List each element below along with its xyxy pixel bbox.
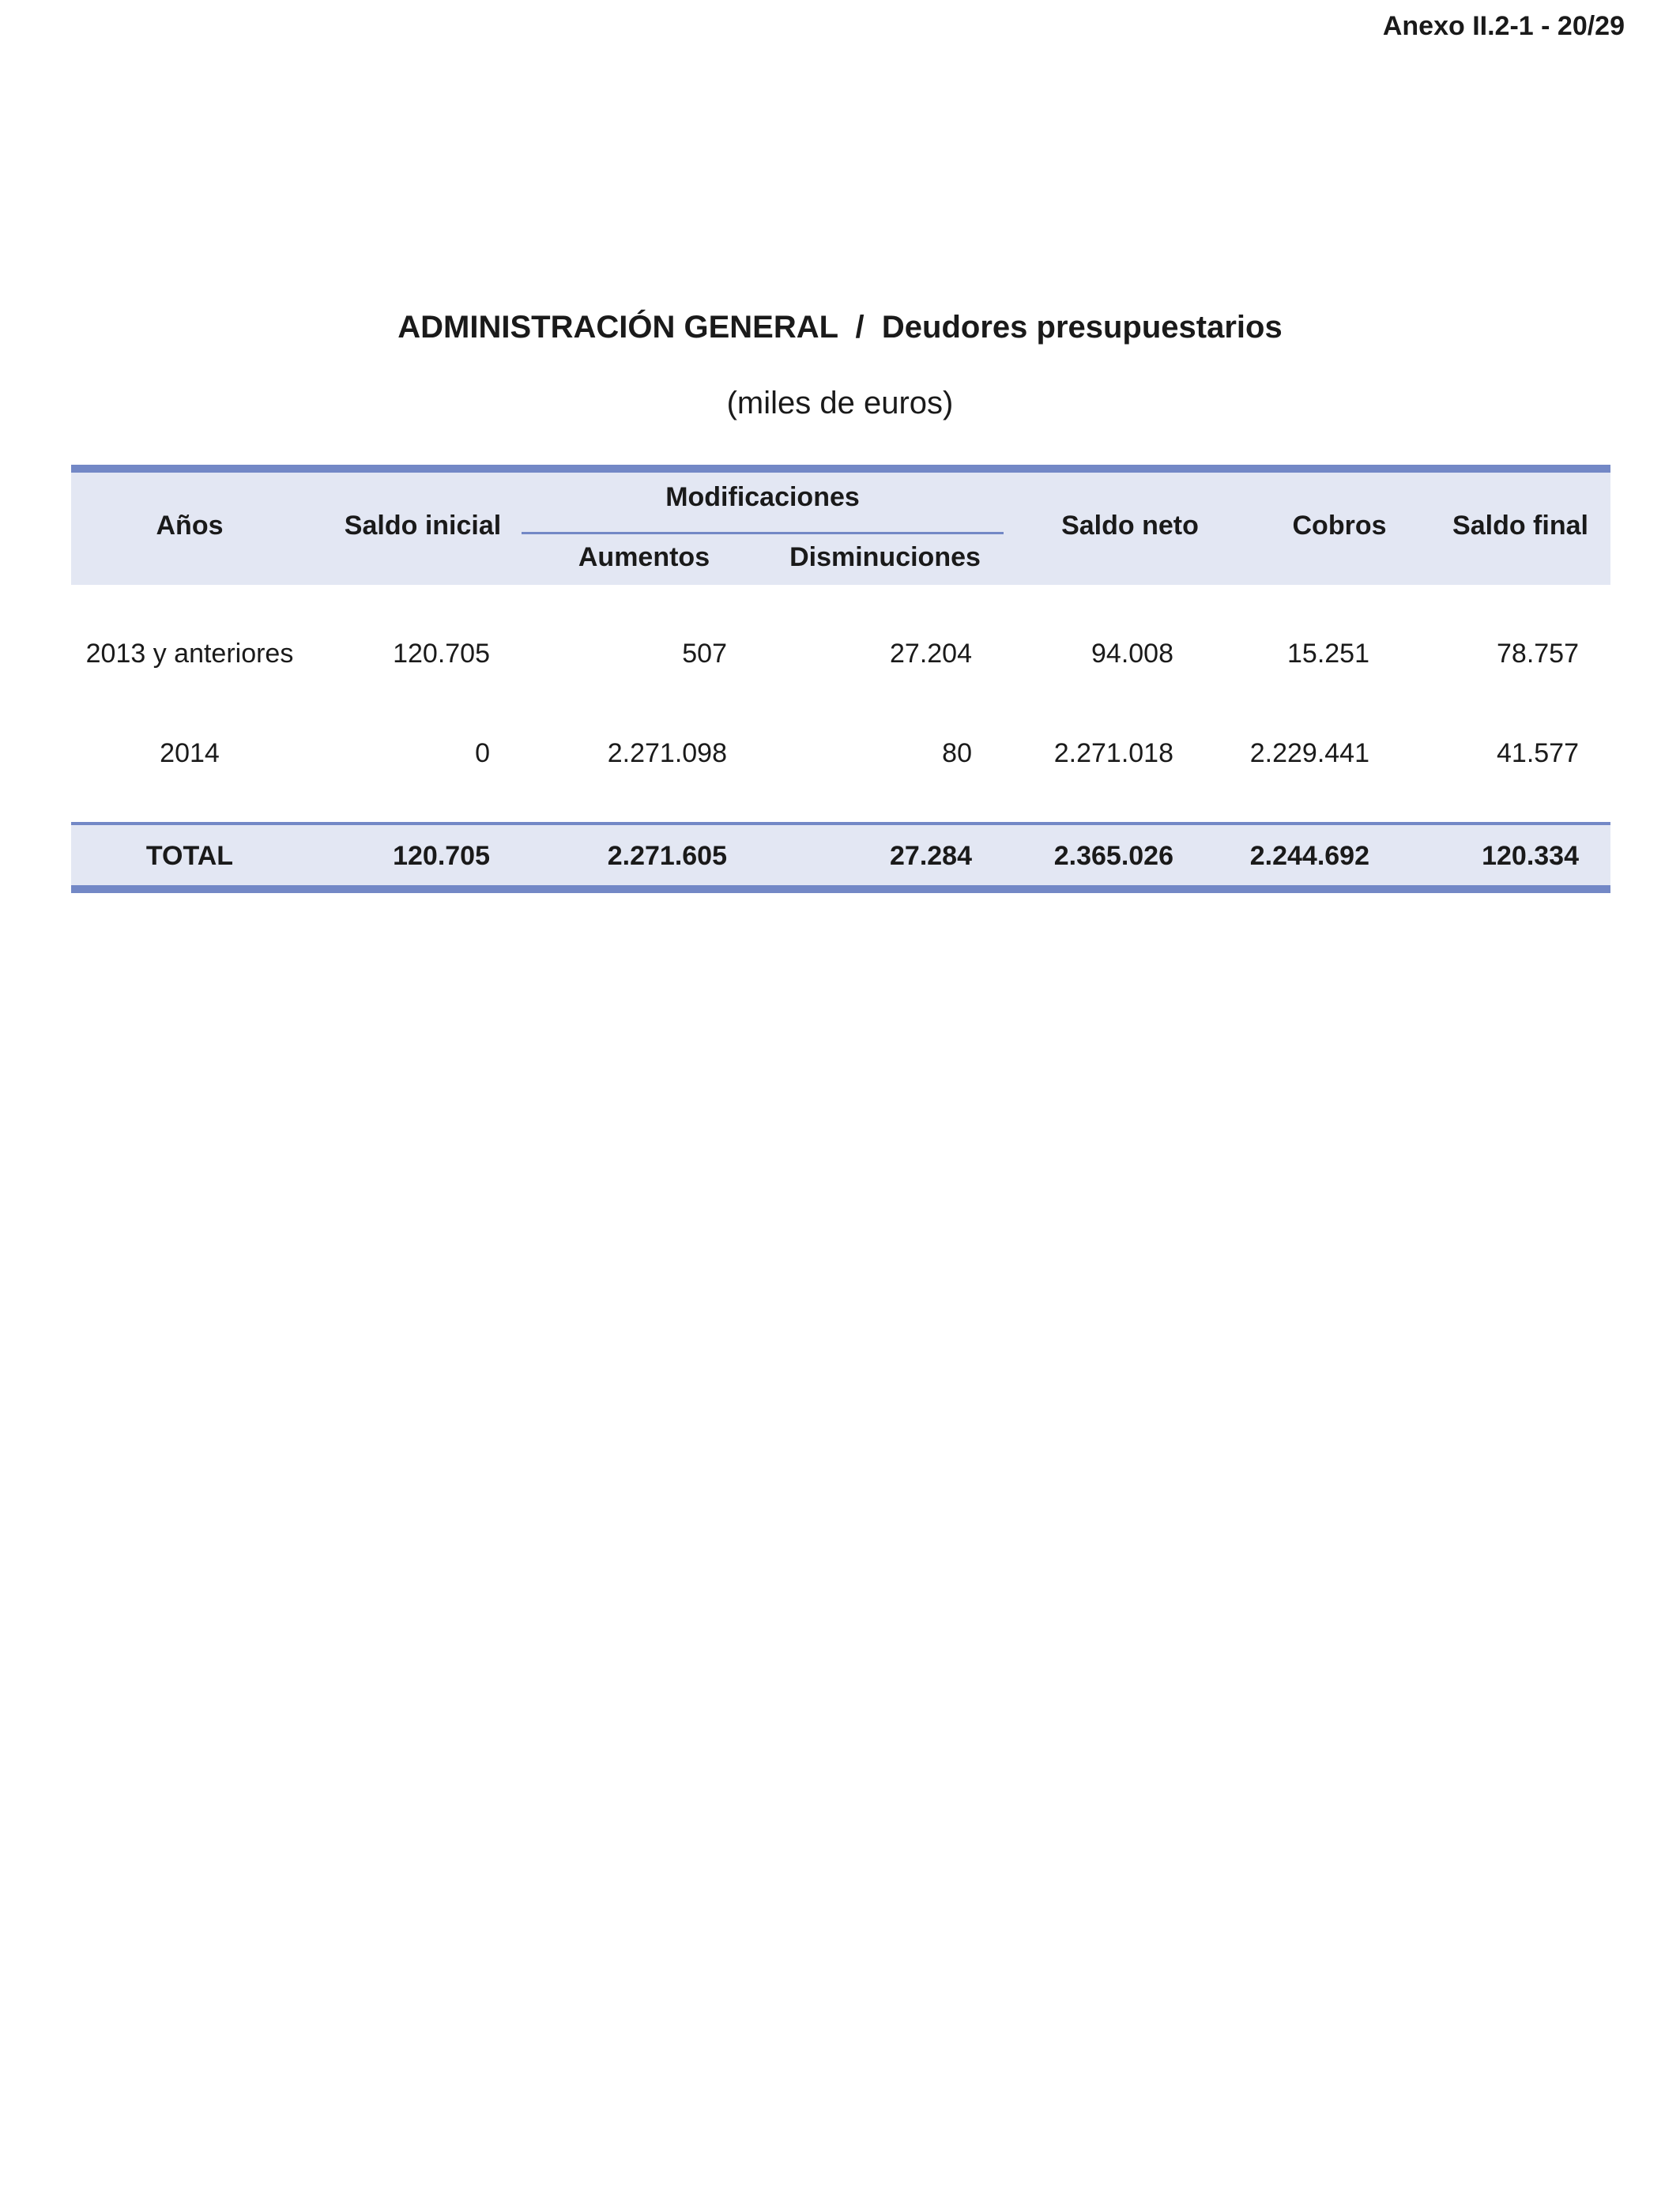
header-anos: Años — [156, 511, 224, 541]
cell-saldo-final: 41.577 — [1497, 738, 1579, 768]
total-saldo-neto: 2.365.026 — [1053, 841, 1173, 871]
cell-saldo-inicial: 0 — [475, 738, 490, 768]
total-disminuciones: 27.284 — [890, 841, 972, 871]
table-row — [71, 707, 1610, 806]
table-row — [71, 607, 1610, 707]
header-saldo-inicial: Saldo inicial — [344, 511, 502, 541]
cell-saldo-neto: 2.271.018 — [1053, 738, 1173, 768]
header-saldo-final: Saldo final — [1452, 511, 1588, 541]
cell-disminuciones: 27.204 — [890, 639, 972, 669]
cell-disminuciones: 80 — [942, 738, 972, 768]
table-top-rule — [71, 465, 1610, 473]
total-saldo-inicial: 120.705 — [393, 841, 490, 871]
cell-saldo-final: 78.757 — [1497, 639, 1579, 669]
header-aumentos: Aumentos — [578, 542, 710, 572]
cell-aumentos: 2.271.098 — [607, 738, 727, 768]
cell-saldo-neto: 94.008 — [1091, 639, 1173, 669]
page-title: ADMINISTRACIÓN GENERAL / Deudores presupuestarios — [397, 310, 1283, 345]
cell-aumentos: 507 — [682, 639, 727, 669]
total-row — [71, 825, 1610, 885]
cell-anos: 2014 — [160, 738, 220, 768]
total-aumentos: 2.271.605 — [607, 841, 727, 871]
cell-anos: 2013 y anteriores — [85, 639, 294, 669]
cell-cobros: 2.229.441 — [1249, 738, 1369, 768]
table-bottom-rule — [71, 885, 1610, 893]
debtors-table — [71, 465, 1610, 893]
cell-cobros: 15.251 — [1287, 639, 1369, 669]
total-label: TOTAL — [145, 841, 234, 871]
page-subtitle: (miles de euros) — [726, 386, 954, 420]
table-header — [71, 473, 1610, 585]
page-reference: Anexo II.2-1 - 20/29 — [1382, 11, 1625, 41]
total-cobros: 2.244.692 — [1249, 841, 1369, 871]
header-saldo-neto: Saldo neto — [1061, 511, 1199, 541]
header-modificaciones: Modificaciones — [665, 482, 860, 512]
total-saldo-final: 120.334 — [1482, 841, 1579, 871]
cell-saldo-inicial: 120.705 — [393, 639, 490, 669]
header-disminuciones: Disminuciones — [789, 542, 981, 572]
header-cobros: Cobros — [1292, 511, 1387, 541]
modificaciones-divider — [522, 532, 1004, 534]
